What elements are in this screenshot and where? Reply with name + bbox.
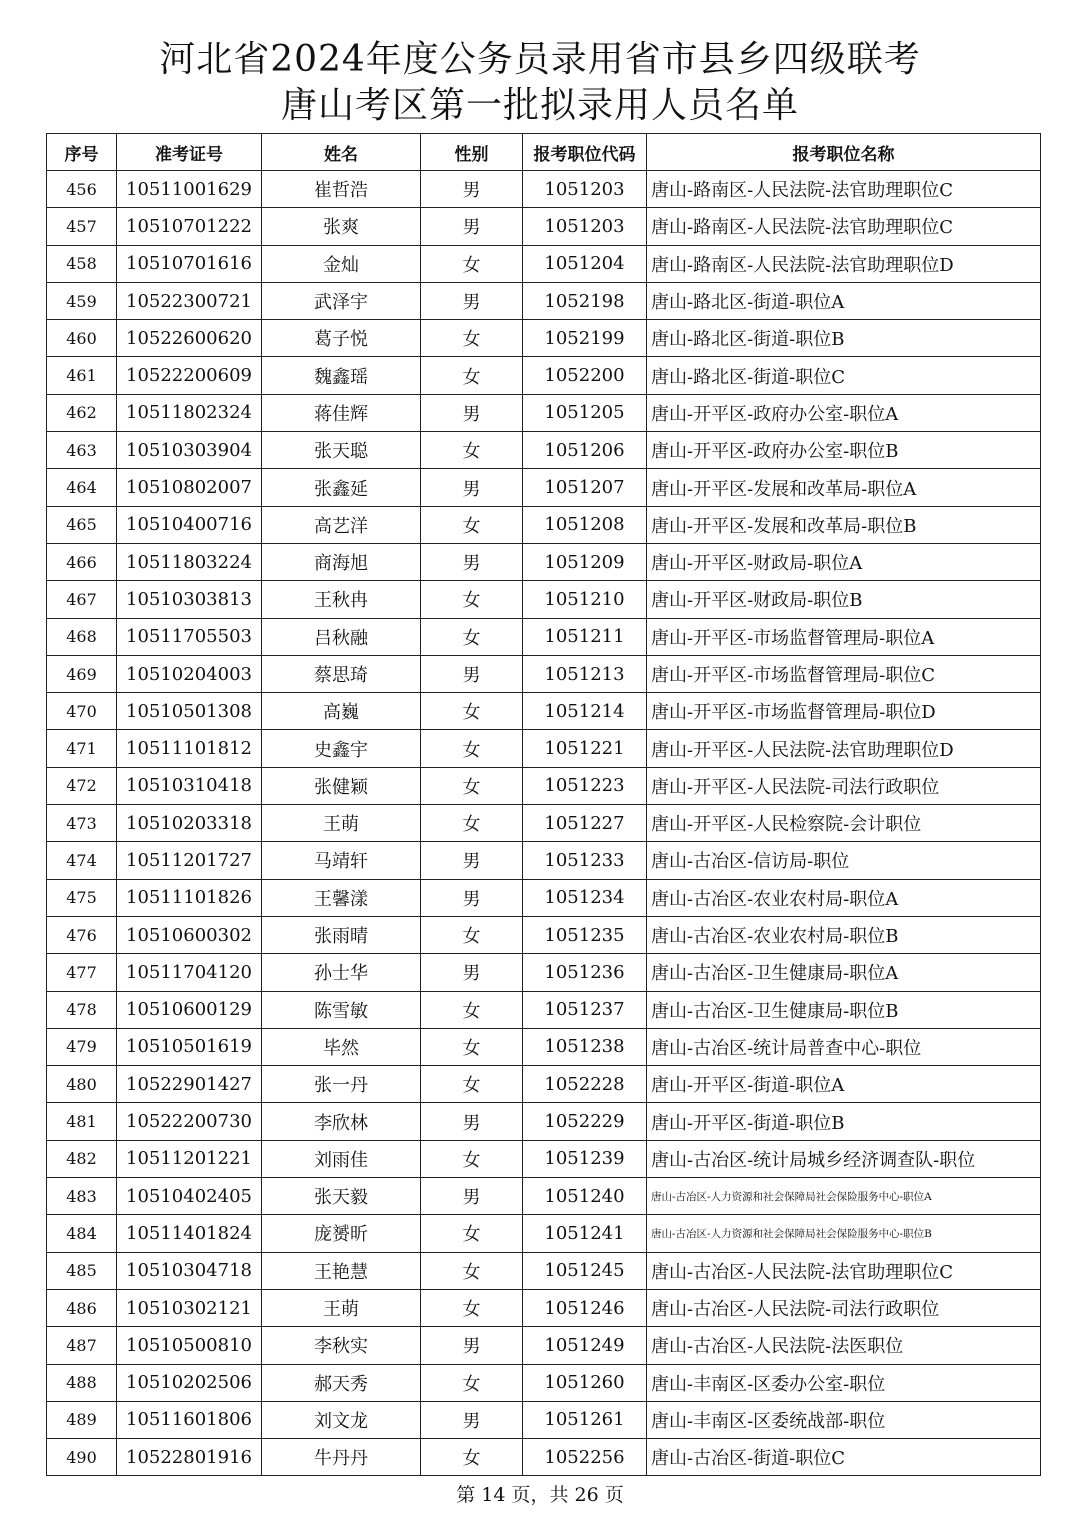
cell-exam-id: 10510501308 xyxy=(117,693,262,730)
table-row xyxy=(47,1252,1041,1289)
cell-exam-id: 10510303813 xyxy=(117,581,262,618)
cell-position-code: 1051214 xyxy=(523,693,647,730)
cell-position-code: 1051260 xyxy=(523,1364,647,1401)
cell-name: 刘雨佳 xyxy=(262,1140,421,1177)
cell-position-code: 1051235 xyxy=(523,916,647,953)
cell-exam-id: 10510600302 xyxy=(117,916,262,953)
cell-name: 马靖轩 xyxy=(262,842,421,879)
cell-exam-id: 10511001629 xyxy=(117,171,262,208)
cell-position-name: 唐山-路南区-人民法院-法官助理职位C xyxy=(647,171,1041,208)
cell-exam-id: 10510501619 xyxy=(117,1028,262,1065)
cell-gender: 男 xyxy=(421,879,523,916)
cell-gender: 男 xyxy=(421,655,523,692)
cell-seq: 470 xyxy=(47,693,117,730)
table-row xyxy=(47,730,1041,767)
cell-name: 崔哲浩 xyxy=(262,171,421,208)
cell-gender: 女 xyxy=(421,357,523,394)
cell-gender: 女 xyxy=(421,916,523,953)
cell-position-code: 1051233 xyxy=(523,842,647,879)
cell-name: 庞赟昕 xyxy=(262,1215,421,1252)
cell-gender: 女 xyxy=(421,432,523,469)
cell-seq: 472 xyxy=(47,767,117,804)
cell-position-name: 唐山-开平区-街道-职位A xyxy=(647,1066,1041,1103)
cell-position-code: 1051237 xyxy=(523,991,647,1028)
cell-position-name: 唐山-路南区-人民法院-法官助理职位D xyxy=(647,245,1041,282)
cell-position-code: 1052256 xyxy=(523,1439,647,1476)
cell-seq: 462 xyxy=(47,394,117,431)
cell-name: 魏鑫瑶 xyxy=(262,357,421,394)
cell-exam-id: 10510701222 xyxy=(117,208,262,245)
cell-name: 牛丹丹 xyxy=(262,1439,421,1476)
table-row xyxy=(47,320,1041,357)
table-row xyxy=(47,1066,1041,1103)
cell-name: 张鑫延 xyxy=(262,469,421,506)
cell-position-name: 唐山-开平区-人民法院-法官助理职位D xyxy=(647,730,1041,767)
table-row xyxy=(47,954,1041,991)
cell-position-code: 1052198 xyxy=(523,282,647,319)
cell-seq: 460 xyxy=(47,320,117,357)
cell-position-code: 1051261 xyxy=(523,1401,647,1438)
cell-position-name: 唐山-古冶区-街道-职位C xyxy=(647,1439,1041,1476)
cell-exam-id: 10510303904 xyxy=(117,432,262,469)
cell-seq: 469 xyxy=(47,655,117,692)
cell-exam-id: 10510310418 xyxy=(117,767,262,804)
document-title-line1: 河北省2024年度公务员录用省市县乡四级联考 xyxy=(159,39,921,80)
cell-gender: 男 xyxy=(421,171,523,208)
cell-name: 葛子悦 xyxy=(262,320,421,357)
cell-gender: 女 xyxy=(421,1289,523,1326)
header-name: 姓名 xyxy=(262,134,421,171)
cell-name: 郝天秀 xyxy=(262,1364,421,1401)
cell-position-name: 唐山-丰南区-区委办公室-职位 xyxy=(647,1364,1041,1401)
cell-position-code: 1051204 xyxy=(523,245,647,282)
cell-seq: 483 xyxy=(47,1178,117,1215)
cell-seq: 490 xyxy=(47,1439,117,1476)
cell-position-name: 唐山-古冶区-卫生健康局-职位B xyxy=(647,991,1041,1028)
cell-seq: 482 xyxy=(47,1140,117,1177)
cell-name: 王艳慧 xyxy=(262,1252,421,1289)
table-row xyxy=(47,1028,1041,1065)
cell-exam-id: 10511704120 xyxy=(117,954,262,991)
cell-position-name: 唐山-古冶区-农业农村局-职位B xyxy=(647,916,1041,953)
header-seq: 序号 xyxy=(47,134,117,171)
cell-gender: 男 xyxy=(421,394,523,431)
cell-seq: 466 xyxy=(47,543,117,580)
cell-seq: 481 xyxy=(47,1103,117,1140)
cell-exam-id: 10510701616 xyxy=(117,245,262,282)
cell-position-code: 1051211 xyxy=(523,618,647,655)
cell-gender: 男 xyxy=(421,469,523,506)
cell-seq: 468 xyxy=(47,618,117,655)
cell-exam-id: 10510802007 xyxy=(117,469,262,506)
table-row xyxy=(47,879,1041,916)
cell-name: 高艺洋 xyxy=(262,506,421,543)
table-row xyxy=(47,357,1041,394)
cell-exam-id: 10511705503 xyxy=(117,618,262,655)
table-row xyxy=(47,208,1041,245)
cell-gender: 女 xyxy=(421,1364,523,1401)
cell-seq: 478 xyxy=(47,991,117,1028)
cell-position-code: 1052199 xyxy=(523,320,647,357)
table-row xyxy=(47,1364,1041,1401)
cell-position-name: 唐山-古冶区-人民法院-法官助理职位C xyxy=(647,1252,1041,1289)
cell-gender: 女 xyxy=(421,730,523,767)
cell-gender: 女 xyxy=(421,767,523,804)
cell-exam-id: 10510202506 xyxy=(117,1364,262,1401)
table-row xyxy=(47,1103,1041,1140)
cell-name: 张天聪 xyxy=(262,432,421,469)
cell-position-name: 唐山-开平区-财政局-职位A xyxy=(647,543,1041,580)
cell-exam-id: 10522801916 xyxy=(117,1439,262,1476)
cell-position-code: 1051246 xyxy=(523,1289,647,1326)
cell-position-name: 唐山-路北区-街道-职位C xyxy=(647,357,1041,394)
cell-name: 陈雪敏 xyxy=(262,991,421,1028)
cell-name: 王萌 xyxy=(262,805,421,842)
cell-seq: 486 xyxy=(47,1289,117,1326)
cell-name: 李欣林 xyxy=(262,1103,421,1140)
table-body xyxy=(47,171,1041,1476)
cell-gender: 女 xyxy=(421,1140,523,1177)
cell-exam-id: 10511201727 xyxy=(117,842,262,879)
cell-exam-id: 10511802324 xyxy=(117,394,262,431)
cell-seq: 459 xyxy=(47,282,117,319)
table-row xyxy=(47,1178,1041,1215)
cell-gender: 女 xyxy=(421,693,523,730)
cell-seq: 473 xyxy=(47,805,117,842)
header-exam-id: 准考证号 xyxy=(117,134,262,171)
cell-exam-id: 10511601806 xyxy=(117,1401,262,1438)
cell-position-code: 1051236 xyxy=(523,954,647,991)
cell-seq: 463 xyxy=(47,432,117,469)
cell-gender: 女 xyxy=(421,245,523,282)
table-row xyxy=(47,1140,1041,1177)
cell-position-name: 唐山-古冶区-人民法院-司法行政职位 xyxy=(647,1289,1041,1326)
cell-position-name: 唐山-开平区-街道-职位B xyxy=(647,1103,1041,1140)
cell-position-name: 唐山-古冶区-人力资源和社会保障局社会保险服务中心-职位B xyxy=(647,1215,1041,1252)
candidate-table xyxy=(46,133,1041,1476)
header-position-name: 报考职位名称 xyxy=(647,134,1041,171)
cell-name: 高巍 xyxy=(262,693,421,730)
cell-position-name: 唐山-路北区-街道-职位B xyxy=(647,320,1041,357)
cell-exam-id: 10522200730 xyxy=(117,1103,262,1140)
cell-name: 王秋冉 xyxy=(262,581,421,618)
cell-exam-id: 10510402405 xyxy=(117,1178,262,1215)
cell-position-code: 1051241 xyxy=(523,1215,647,1252)
cell-position-code: 1051203 xyxy=(523,171,647,208)
cell-gender: 男 xyxy=(421,954,523,991)
document-title-line2: 唐山考区第一批拟录用人员名单 xyxy=(280,85,799,126)
cell-position-name: 唐山-开平区-财政局-职位B xyxy=(647,581,1041,618)
cell-position-code: 1051238 xyxy=(523,1028,647,1065)
cell-seq: 484 xyxy=(47,1215,117,1252)
cell-gender: 男 xyxy=(421,1178,523,1215)
cell-seq: 480 xyxy=(47,1066,117,1103)
cell-position-name: 唐山-开平区-发展和改革局-职位B xyxy=(647,506,1041,543)
cell-position-name: 唐山-开平区-人民法院-司法行政职位 xyxy=(647,767,1041,804)
cell-name: 张一丹 xyxy=(262,1066,421,1103)
cell-position-name: 唐山-开平区-市场监督管理局-职位C xyxy=(647,655,1041,692)
cell-position-code: 1051245 xyxy=(523,1252,647,1289)
cell-position-name: 唐山-开平区-发展和改革局-职位A xyxy=(647,469,1041,506)
table-row xyxy=(47,1327,1041,1364)
cell-gender: 男 xyxy=(421,1327,523,1364)
page-footer: 第 14 页，共 26 页 xyxy=(456,1484,624,1506)
cell-position-code: 1051223 xyxy=(523,767,647,804)
cell-exam-id: 10511101812 xyxy=(117,730,262,767)
cell-exam-id: 10511401824 xyxy=(117,1215,262,1252)
table-row xyxy=(47,767,1041,804)
table-row xyxy=(47,655,1041,692)
table-row xyxy=(47,171,1041,208)
table-header-row xyxy=(47,134,1041,171)
cell-gender: 女 xyxy=(421,1252,523,1289)
cell-name: 王萌 xyxy=(262,1289,421,1326)
cell-name: 刘文龙 xyxy=(262,1401,421,1438)
table-row xyxy=(47,1401,1041,1438)
cell-name: 毕然 xyxy=(262,1028,421,1065)
cell-name: 史鑫宇 xyxy=(262,730,421,767)
cell-position-code: 1051234 xyxy=(523,879,647,916)
cell-seq: 476 xyxy=(47,916,117,953)
cell-exam-id: 10511201221 xyxy=(117,1140,262,1177)
cell-exam-id: 10522200609 xyxy=(117,357,262,394)
cell-gender: 女 xyxy=(421,1215,523,1252)
cell-position-name: 唐山-古冶区-统计局普查中心-职位 xyxy=(647,1028,1041,1065)
cell-position-code: 1051227 xyxy=(523,805,647,842)
cell-exam-id: 10511803224 xyxy=(117,543,262,580)
cell-gender: 女 xyxy=(421,805,523,842)
cell-seq: 458 xyxy=(47,245,117,282)
cell-position-name: 唐山-古冶区-卫生健康局-职位A xyxy=(647,954,1041,991)
cell-name: 蒋佳辉 xyxy=(262,394,421,431)
cell-gender: 女 xyxy=(421,581,523,618)
cell-gender: 女 xyxy=(421,1028,523,1065)
cell-name: 武泽宇 xyxy=(262,282,421,319)
table-row xyxy=(47,618,1041,655)
cell-position-code: 1051221 xyxy=(523,730,647,767)
cell-gender: 女 xyxy=(421,1439,523,1476)
cell-seq: 487 xyxy=(47,1327,117,1364)
cell-seq: 477 xyxy=(47,954,117,991)
cell-position-code: 1051213 xyxy=(523,655,647,692)
cell-seq: 461 xyxy=(47,357,117,394)
cell-name: 吕秋融 xyxy=(262,618,421,655)
cell-gender: 男 xyxy=(421,1103,523,1140)
cell-seq: 467 xyxy=(47,581,117,618)
cell-exam-id: 10510600129 xyxy=(117,991,262,1028)
cell-seq: 474 xyxy=(47,842,117,879)
cell-seq: 456 xyxy=(47,171,117,208)
cell-position-code: 1052228 xyxy=(523,1066,647,1103)
table-row xyxy=(47,991,1041,1028)
cell-gender: 男 xyxy=(421,208,523,245)
cell-exam-id: 10511101826 xyxy=(117,879,262,916)
cell-position-code: 1052229 xyxy=(523,1103,647,1140)
cell-exam-id: 10510400716 xyxy=(117,506,262,543)
table-row xyxy=(47,1215,1041,1252)
cell-position-code: 1051239 xyxy=(523,1140,647,1177)
cell-seq: 471 xyxy=(47,730,117,767)
cell-gender: 女 xyxy=(421,506,523,543)
cell-position-name: 唐山-古冶区-农业农村局-职位A xyxy=(647,879,1041,916)
table-row xyxy=(47,282,1041,319)
cell-position-code: 1051207 xyxy=(523,469,647,506)
cell-position-name: 唐山-古冶区-人力资源和社会保障局社会保险服务中心-职位A xyxy=(647,1178,1041,1215)
cell-name: 蔡思琦 xyxy=(262,655,421,692)
cell-position-name: 唐山-开平区-政府办公室-职位B xyxy=(647,432,1041,469)
cell-gender: 女 xyxy=(421,991,523,1028)
cell-gender: 女 xyxy=(421,320,523,357)
cell-seq: 465 xyxy=(47,506,117,543)
table-row xyxy=(47,1439,1041,1476)
cell-name: 王馨漾 xyxy=(262,879,421,916)
cell-exam-id: 10522901427 xyxy=(117,1066,262,1103)
table-row xyxy=(47,469,1041,506)
cell-name: 商海旭 xyxy=(262,543,421,580)
table-row xyxy=(47,581,1041,618)
cell-name: 张爽 xyxy=(262,208,421,245)
cell-position-name: 唐山-开平区-市场监督管理局-职位A xyxy=(647,618,1041,655)
cell-name: 李秋实 xyxy=(262,1327,421,1364)
header-position-code: 报考职位代码 xyxy=(523,134,647,171)
table-row xyxy=(47,432,1041,469)
cell-exam-id: 10510203318 xyxy=(117,805,262,842)
cell-position-name: 唐山-开平区-市场监督管理局-职位D xyxy=(647,693,1041,730)
cell-position-code: 1051208 xyxy=(523,506,647,543)
cell-exam-id: 10510302121 xyxy=(117,1289,262,1326)
cell-exam-id: 10510304718 xyxy=(117,1252,262,1289)
table-row xyxy=(47,842,1041,879)
table-row xyxy=(47,543,1041,580)
cell-position-name: 唐山-路南区-人民法院-法官助理职位C xyxy=(647,208,1041,245)
cell-gender: 女 xyxy=(421,618,523,655)
table-row xyxy=(47,916,1041,953)
cell-position-name: 唐山-开平区-政府办公室-职位A xyxy=(647,394,1041,431)
cell-position-name: 唐山-路北区-街道-职位A xyxy=(647,282,1041,319)
cell-position-name: 唐山-古冶区-人民法院-法医职位 xyxy=(647,1327,1041,1364)
cell-name: 金灿 xyxy=(262,245,421,282)
cell-gender: 男 xyxy=(421,1401,523,1438)
cell-name: 张健颖 xyxy=(262,767,421,804)
cell-gender: 女 xyxy=(421,1066,523,1103)
cell-position-code: 1051203 xyxy=(523,208,647,245)
table-row xyxy=(47,245,1041,282)
cell-position-name: 唐山-丰南区-区委统战部-职位 xyxy=(647,1401,1041,1438)
cell-position-code: 1051209 xyxy=(523,543,647,580)
cell-position-code: 1051240 xyxy=(523,1178,647,1215)
table-row xyxy=(47,394,1041,431)
cell-seq: 485 xyxy=(47,1252,117,1289)
cell-position-name: 唐山-古冶区-信访局-职位 xyxy=(647,842,1041,879)
cell-name: 孙士华 xyxy=(262,954,421,991)
cell-exam-id: 10522300721 xyxy=(117,282,262,319)
header-gender: 性别 xyxy=(421,134,523,171)
cell-seq: 488 xyxy=(47,1364,117,1401)
table-row xyxy=(47,506,1041,543)
cell-name: 张雨晴 xyxy=(262,916,421,953)
cell-position-code: 1051249 xyxy=(523,1327,647,1364)
table-row xyxy=(47,805,1041,842)
cell-seq: 489 xyxy=(47,1401,117,1438)
cell-position-name: 唐山-开平区-人民检察院-会计职位 xyxy=(647,805,1041,842)
cell-gender: 男 xyxy=(421,282,523,319)
cell-position-name: 唐山-古冶区-统计局城乡经济调查队-职位 xyxy=(647,1140,1041,1177)
cell-position-code: 1052200 xyxy=(523,357,647,394)
cell-gender: 男 xyxy=(421,543,523,580)
cell-position-code: 1051205 xyxy=(523,394,647,431)
table-row xyxy=(47,1289,1041,1326)
cell-seq: 464 xyxy=(47,469,117,506)
cell-exam-id: 10510500810 xyxy=(117,1327,262,1364)
cell-position-code: 1051210 xyxy=(523,581,647,618)
cell-gender: 男 xyxy=(421,842,523,879)
table-row xyxy=(47,693,1041,730)
cell-seq: 479 xyxy=(47,1028,117,1065)
cell-seq: 475 xyxy=(47,879,117,916)
cell-position-code: 1051206 xyxy=(523,432,647,469)
cell-seq: 457 xyxy=(47,208,117,245)
cell-exam-id: 10522600620 xyxy=(117,320,262,357)
cell-exam-id: 10510204003 xyxy=(117,655,262,692)
cell-name: 张天毅 xyxy=(262,1178,421,1215)
